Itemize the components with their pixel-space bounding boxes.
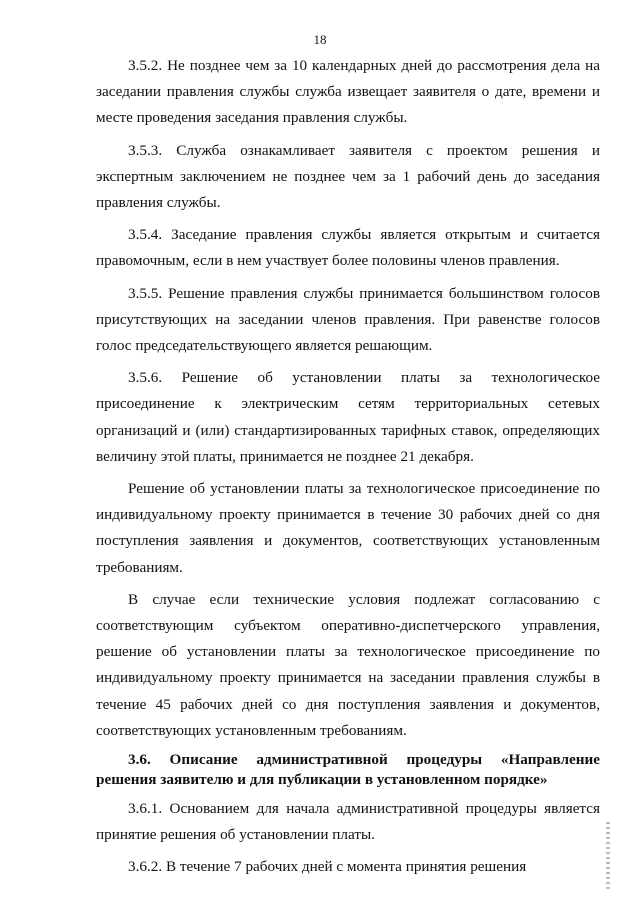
paragraph-3-5-5: 3.5.5. Решение правления службы принимается большинством голосов присутствующих на заседании членов правления. При равенстве голосов голос председательствующего является решающим. (96, 284, 600, 355)
paragraph-3-5-6: 3.5.6. Решение об установлении платы за технологическое присоединение к электрическим сетям территориальных сетевых организаций и (или) стандартизированных тарифных ставок, определяющих величину этой платы, принимается не позднее 21 декабря. (96, 369, 600, 465)
paragraph-individual-project: Решение об установлении платы за технологическое присоединение по индивидуальному проекту принимается в течение 30 рабочих дней со дня поступления заявления и документов, соответствующих установленным требованиям. (96, 480, 600, 576)
page-number: 18 (313, 32, 327, 47)
paragraph-3-6-2: 3.6.2. В течение 7 рабочих дней с момента принятия решения (128, 858, 527, 876)
paragraph-3-5-4: 3.5.4. Заседание правления службы является открытым и считается правомочным, если в нем участвует более половины членов правления. (96, 226, 600, 270)
paragraph-technical-conditions: В случае если технические условия подлежат согласованию с соответствующим субъектом оперативно-диспетчерского управления, решение об установлении платы за технологическое присоединение по индивидуальному проекту принимается на заседании правления службы в течение 45 рабочих дней со дня поступления заявления и документов, соответствующих установленным требованиям. (96, 590, 600, 739)
paragraph-3-5-2: 3.5.2. Не позднее чем за 10 календарных дней до рассмотрения дела на заседании правления службы служба извещает заявителя о дате, времени и месте проведения заседания правления службы. (96, 57, 600, 127)
paragraph-3-5-3: 3.5.3. Служба ознакамливает заявителя с проектом решения и экспертным заключением не позднее чем за 1 рабочий день до заседания правления службы. (96, 141, 600, 212)
section-heading-3-6: 3.6. Описание административной процедуры «Направление решения заявителю и для публикации в установленном порядке» (96, 751, 600, 789)
document-body (96, 53, 600, 887)
scan-edge-mark (606, 822, 610, 892)
paragraph-3-6-1: 3.6.1. Основанием для начала административной процедуры является принятие решения об установлении платы. (96, 800, 600, 844)
